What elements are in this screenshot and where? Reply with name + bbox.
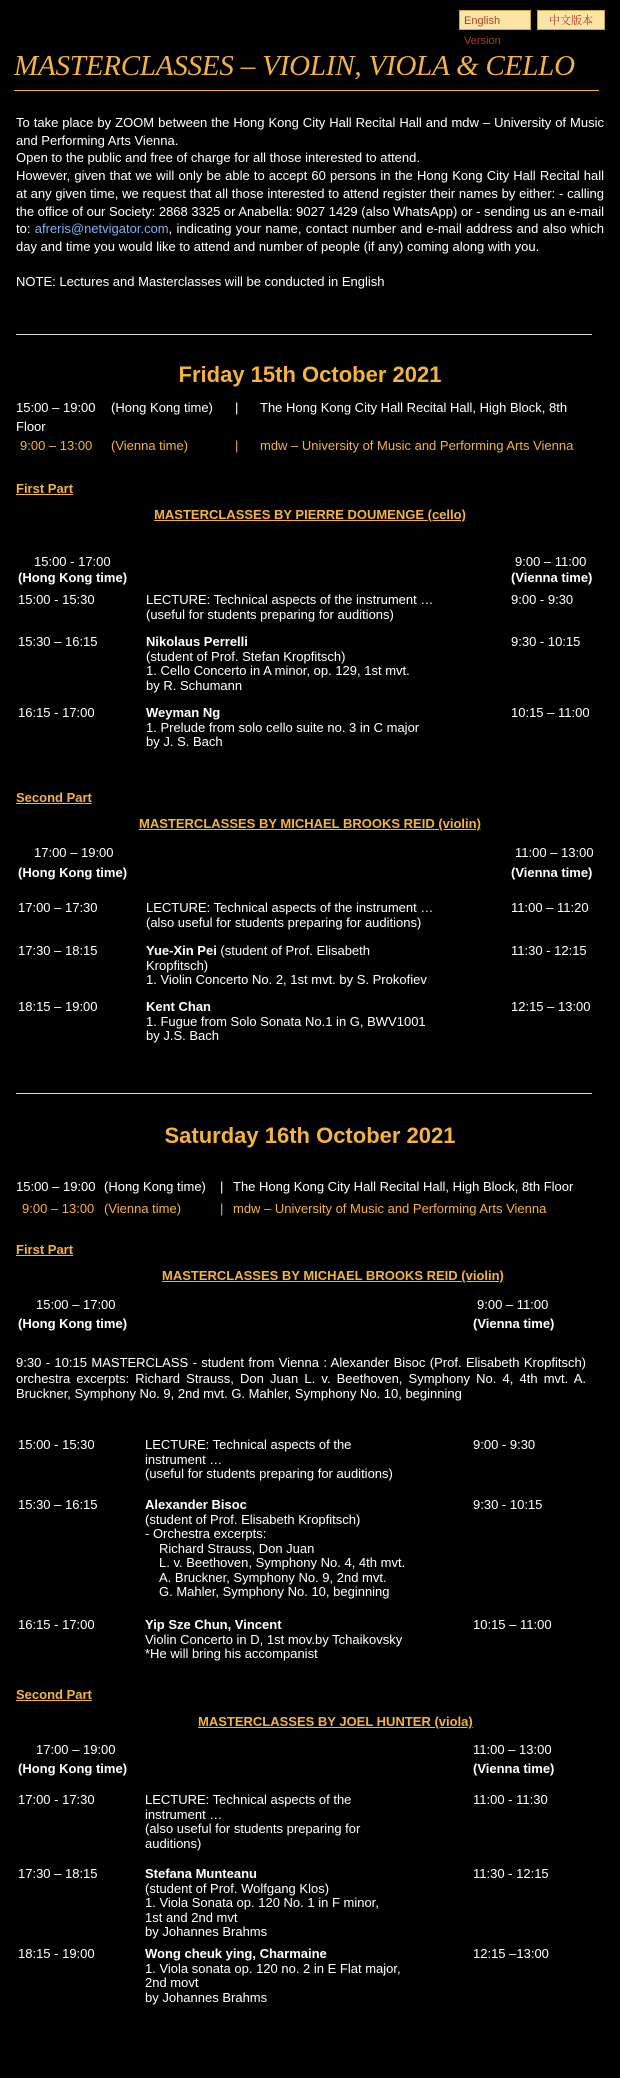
chinese-version-button[interactable]: 中文版本	[537, 10, 605, 30]
sat-p1-r1-vtime: 9:00 - 9:30	[473, 1437, 536, 1452]
fri-p2-r2-time: 17:30 – 18:15	[18, 943, 98, 958]
fri-p1-r3-desc: Weyman Ng 1. Prelude from solo cello suite no. 3 in C major by J. S. Bach	[146, 705, 420, 749]
fri-first-part-label: First Part	[16, 481, 74, 496]
sat-p2-r3-time: 18:15 - 19:00	[18, 1946, 95, 1961]
sat-second-part-label: Second Part	[16, 1687, 92, 1702]
sat-p1-r1-desc: LECTURE: Technical aspects of the instrument … (useful for students preparing for auditions)	[145, 1437, 393, 1481]
fri-p2-hk-label: (Hong Kong time)	[18, 865, 128, 880]
fri-sep1: |	[235, 400, 239, 415]
fri-p2-r3-desc: Kent Chan 1. Fugue from Solo Sonata No.1 in G, BWV1001 by J.S. Bach	[146, 999, 426, 1043]
fri-p1-r1-vtime: 9:00 - 9:30	[511, 592, 574, 607]
fri-p2-r1-vtime: 11:00 – 11:20	[511, 900, 589, 915]
performer-name: Nikolaus Perrelli	[146, 634, 248, 649]
fri-p1-v-range: 9:00 – 11:00	[515, 554, 587, 569]
fri-p1-hk-label: (Hong Kong time)	[18, 570, 128, 585]
fri-hk-venue: The Hong Kong City Hall Recital Hall, High Block, 8th	[260, 400, 568, 415]
fri-p2-r1-time: 17:00 – 17:30	[18, 900, 98, 915]
sat-hk-venue: The Hong Kong City Hall Recital Hall, High Block, 8th Floor	[233, 1179, 574, 1194]
fri-vienna-label: (Vienna time)	[111, 438, 189, 453]
sat-p1-r3-vtime: 10:15 – 11:00	[473, 1617, 552, 1632]
intro-p2: Open to the public and free of charge for all those interested to attend.	[16, 150, 420, 166]
intro-p3b: , indicating your name, contact number and e-mail address and also which day and time you would like to attend and number of people (if any) coming along with you.	[16, 221, 604, 254]
intro-p3a: However, given that we will only be able to accept 60 persons in the Hong Kong City Hall Recital hall at any given time, we request that all those interested to attend register their names by either: - calling the office of our Society: 2868 3325 or Anabella: 9027 1429 (also WhatsApp) or - sending us an e-mail to:	[16, 168, 605, 237]
sat-p1-r2-desc: Alexander Bisoc (student of Prof. Elisabeth Kropfitsch) - Orchestra excerpts: Richard Strauss, Don Juan L. v. Beethoven, Symphony No. 4, 4th mvt. A. Bruckner, Symphony No. 9, 2nd mvt. G. Mahler, Symphony No. 10, beginning	[145, 1497, 406, 1599]
fri-p1-r2-vtime: 9:30 - 10:15	[511, 634, 581, 649]
sat-p2-r2-time: 17:30 – 18:15	[18, 1866, 98, 1881]
fri-p2-title: MASTERCLASSES BY MICHAEL BROOKS REID (violin)	[139, 816, 481, 831]
fri-p2-r3-vtime: 12:15 – 13:00	[511, 999, 591, 1014]
sat-p1-r3-desc: Yip Sze Chun, Vincent Violin Concerto in D, 1st mov.by Tchaikovsky *He will bring his accompanist	[145, 1617, 403, 1661]
sat-p1-summary: 9:30 - 10:15 MASTERCLASS - student from Vienna : Alexander Bisoc (Prof. Elisabeth Kropfitsch) orchestra excerpts: Richard Strauss, Don Juan L. v. Beethoven, Symphony No. 4, 4th mvt. A. Bruckner, Symphony No. 9, 2nd mvt. G. Mahler, Symphony No. 10, beginning	[16, 1355, 586, 1401]
sat-p1-hk-label: (Hong Kong time)	[18, 1316, 128, 1331]
fri-hk-venue-2: Floor	[16, 419, 46, 434]
fri-p2-r2-vtime: 11:30 - 12:15	[511, 943, 587, 958]
sat-p2-v-range: 11:00 – 13:00	[473, 1742, 552, 1757]
sat-p1-r1-time: 15:00 - 15:30	[18, 1437, 95, 1452]
saturday-heading: Saturday 16th October 2021	[164, 1123, 456, 1148]
fri-p1-r3-vtime: 10:15 – 11:00	[511, 705, 590, 720]
sat-p2-r2-desc: Stefana Munteanu (student of Prof. Wolfgang Klos) 1. Viola Sonata op. 120 No. 1 in F minor, 1st and 2nd mvt by Johannes Brahms	[145, 1866, 379, 1939]
sat-p2-r2-vtime: 11:30 - 12:15	[473, 1866, 549, 1881]
performer-name: Alexander Bisoc	[145, 1497, 247, 1512]
fri-p1-r1-time: 15:00 - 15:30	[18, 592, 95, 607]
fri-p1-hk-range: 15:00 - 17:00	[34, 554, 111, 569]
fri-hk-time: 15:00 – 19:00	[16, 400, 96, 415]
fri-p1-r1-desc: LECTURE: Technical aspects of the instrument … (useful for students preparing for auditions)	[146, 592, 434, 622]
fri-second-part-label: Second Part	[16, 790, 92, 805]
sat-p2-title: MASTERCLASSES BY JOEL HUNTER (viola)	[198, 1714, 473, 1729]
fri-p2-v-range: 11:00 – 13:00	[515, 845, 594, 860]
divider	[16, 1093, 592, 1094]
sat-p2-r1-vtime: 11:00 - 11:30	[473, 1792, 548, 1807]
fri-vienna-venue: mdw – University of Music and Performing Arts Vienna	[260, 438, 574, 453]
sat-p2-r1-desc: LECTURE: Technical aspects of the instrument … (also useful for students preparing for auditions)	[145, 1792, 361, 1851]
sat-p2-hk-range: 17:00 – 19:00	[36, 1742, 116, 1757]
fri-p1-r3-time: 16:15 - 17:00	[18, 705, 95, 720]
performer-name: Wong cheuk ying, Charmaine	[145, 1946, 327, 1961]
title-underline	[14, 90, 599, 91]
sat-vienna-time: 9:00 – 13:00	[22, 1201, 95, 1216]
performer-name: Yip Sze Chun, Vincent	[145, 1617, 282, 1632]
fri-p1-title: MASTERCLASSES BY PIERRE DOUMENGE (cello)	[154, 507, 466, 522]
sat-p1-hk-range: 15:00 – 17:00	[36, 1297, 116, 1312]
fri-p2-r1-desc: LECTURE: Technical aspects of the instrument … (also useful for students preparing for auditions)	[146, 900, 434, 930]
page-title: MASTERCLASSES – VIOLIN, VIOLA & CELLO	[14, 50, 575, 82]
performer-name: Weyman Ng	[146, 705, 221, 720]
sat-p1-title: MASTERCLASSES BY MICHAEL BROOKS REID (violin)	[162, 1268, 504, 1283]
sat-sep2: |	[220, 1201, 224, 1216]
fri-hk-label: (Hong Kong time)	[111, 400, 213, 415]
english-note: NOTE: Lectures and Masterclasses will be conducted in English	[16, 274, 385, 290]
sat-p2-hk-label: (Hong Kong time)	[18, 1761, 128, 1776]
sat-first-part-label: First Part	[16, 1242, 74, 1257]
friday-heading: Friday 15th October 2021	[178, 362, 442, 387]
fri-vienna-time: 9:00 – 13:00	[20, 438, 93, 453]
sat-p1-v-range: 9:00 – 11:00	[477, 1297, 549, 1312]
sat-vienna-venue: mdw – University of Music and Performing Arts Vienna	[233, 1201, 547, 1216]
sat-p1-r2-vtime: 9:30 - 10:15	[473, 1497, 543, 1512]
english-version-button[interactable]: English Version	[459, 10, 531, 30]
fri-sep2: |	[235, 438, 239, 453]
fri-p2-hk-range: 17:00 – 19:00	[34, 845, 114, 860]
fri-p2-r2-desc: Yue-Xin Pei (student of Prof. Elisabeth Kropfitsch) 1. Violin Concerto No. 2, 1st mvt. by S. Prokofiev	[146, 943, 427, 987]
fri-p1-r2-desc: Nikolaus Perrelli (student of Prof. Stefan Kropfitsch) 1. Cello Concerto in A minor, op. 129, 1st mvt. by R. Schumann	[146, 634, 410, 693]
fri-p2-v-label: (Vienna time)	[511, 865, 593, 880]
fri-p1-v-label: (Vienna time)	[511, 570, 593, 585]
sat-p2-r3-desc: Wong cheuk ying, Charmaine 1. Viola sonata op. 120 no. 2 in E Flat major, 2nd movt by Johannes Brahms	[145, 1946, 401, 2005]
sat-p1-r3-time: 16:15 - 17:00	[18, 1617, 95, 1632]
sat-p2-v-label: (Vienna time)	[473, 1761, 555, 1776]
sat-p1-r2-time: 15:30 – 16:15	[18, 1497, 98, 1512]
sat-p2-r3-vtime: 12:15 –13:00	[473, 1946, 549, 1961]
intro-p1: To take place by ZOOM between the Hong Kong City Hall Recital Hall and mdw – University of Music and Performing Arts Vienna.	[16, 115, 604, 148]
sat-vienna-label: (Vienna time)	[104, 1201, 182, 1216]
sat-hk-time: 15:00 – 19:00	[16, 1179, 96, 1194]
divider	[16, 334, 592, 335]
sat-sep1: |	[220, 1179, 224, 1194]
sat-p2-r1-time: 17:00 - 17:30	[18, 1792, 95, 1807]
performer-name: Kent Chan	[146, 999, 211, 1014]
sat-p1-v-label: (Vienna time)	[473, 1316, 555, 1331]
email-link[interactable]: afreris@netvigator.com	[34, 221, 169, 237]
fri-p1-r2-time: 15:30 – 16:15	[18, 634, 98, 649]
intro-text	[16, 114, 604, 291]
performer-name: Yue-Xin Pei	[146, 943, 217, 958]
intro-p3	[16, 167, 604, 256]
performer-name: Stefana Munteanu	[145, 1866, 257, 1881]
sat-hk-label: (Hong Kong time)	[104, 1179, 206, 1194]
fri-p2-r3-time: 18:15 – 19:00	[18, 999, 98, 1014]
